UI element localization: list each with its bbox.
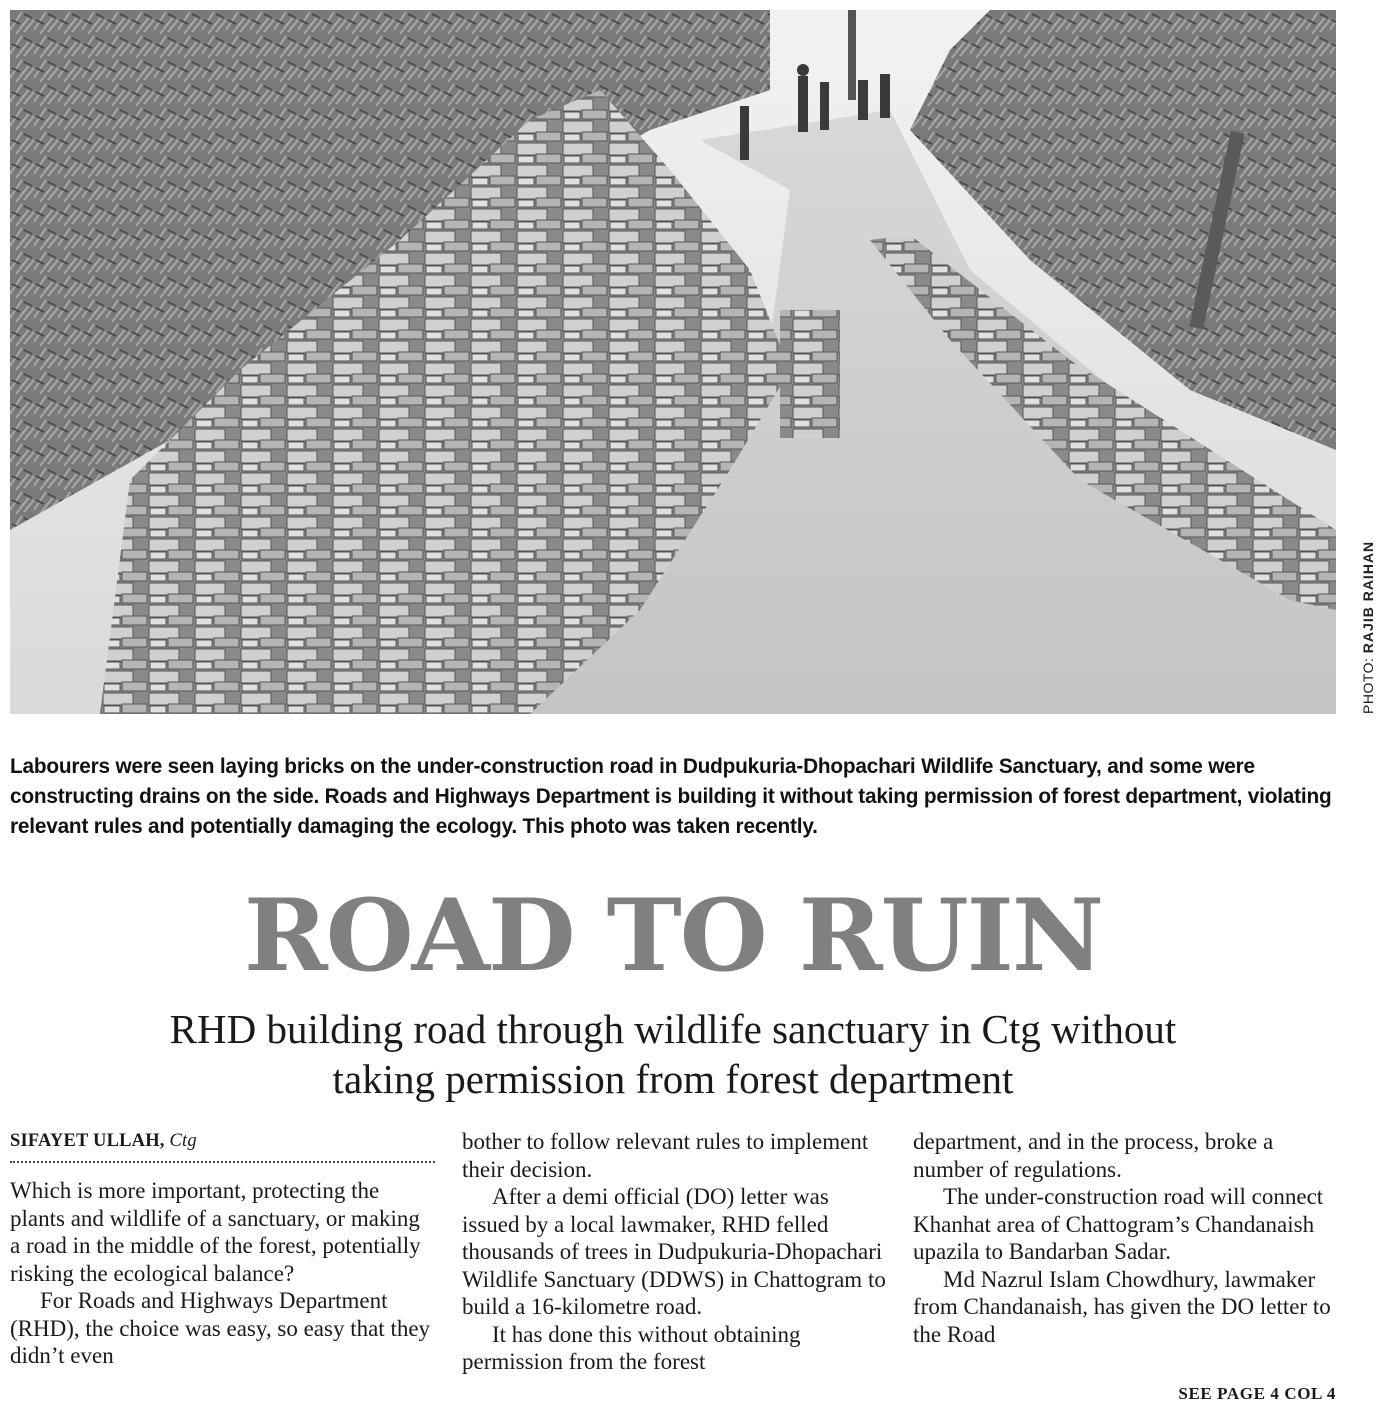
paragraph: It has done this without obtaining permission from the forest: [462, 1321, 801, 1374]
subheadline: [0, 1004, 1346, 1104]
paragraph: Which is more important, protecting the plants and wildlife of a sanctuary, or making a road in the middle of the forest, potentially risking the ecological balance?: [10, 1178, 421, 1286]
byline-location: Ctg: [169, 1131, 197, 1151]
byline: [10, 1128, 435, 1163]
article-column-3: [913, 1128, 1343, 1348]
subheadline-line-2: taking permission from forest department: [332, 1056, 1014, 1102]
headline: ROAD TO RUIN: [243, 878, 1103, 994]
paragraph: bother to follow relevant rules to implement their decision.: [462, 1129, 869, 1182]
photo-credit: [1360, 541, 1376, 714]
continued-on-page-link[interactable]: SEE PAGE 4 COL 4: [1178, 1384, 1336, 1403]
article-column-2: [462, 1128, 892, 1376]
photo-credit-prefix: PHOTO:: [1360, 657, 1376, 714]
byline-author: SIFAYET ULLAH,: [10, 1131, 165, 1151]
paragraph: After a demi official (DO) letter was issued by a local lawmaker, RHD felled thousands of trees in Dudpukuria-Dhopachari Wildlife Sanctuary (DDWS) in Chattogram to build a 16-kilometre road.: [462, 1184, 886, 1319]
paragraph: The under-construction road will connect Khanhat area of Chattogram’s Chandanaish upazila to Bandarban Sadar.: [913, 1184, 1324, 1264]
paragraph: Md Nazrul Islam Chowdhury, lawmaker from Chandanaish, has given the DO letter to the Road: [913, 1266, 1331, 1347]
subheadline-line-1: RHD building road through wildlife sanctuary in Ctg without: [169, 1006, 1177, 1052]
article-column-1: [10, 1128, 435, 1370]
news-photo: [10, 10, 1336, 714]
brick-road-photo: [10, 10, 1336, 714]
paragraph: department, and in the process, broke a number of regulations.: [913, 1129, 1274, 1182]
photo-caption: Labourers were seen laying bricks on the under-construction road in Dudpukuria-Dhopachari Wildlife Sanctuary, and some were constructing drains on the side. Roads and Highways Department is building it without taking permission of forest department, violating relevant rules and potentially damaging the ecology. This photo was taken recently.: [10, 755, 1332, 838]
paragraph: For Roads and Highways Department (RHD), the choice was easy, so easy that they didn’t even: [10, 1288, 431, 1368]
photo-credit-name: RAJIB RAIHAN: [1360, 540, 1376, 654]
